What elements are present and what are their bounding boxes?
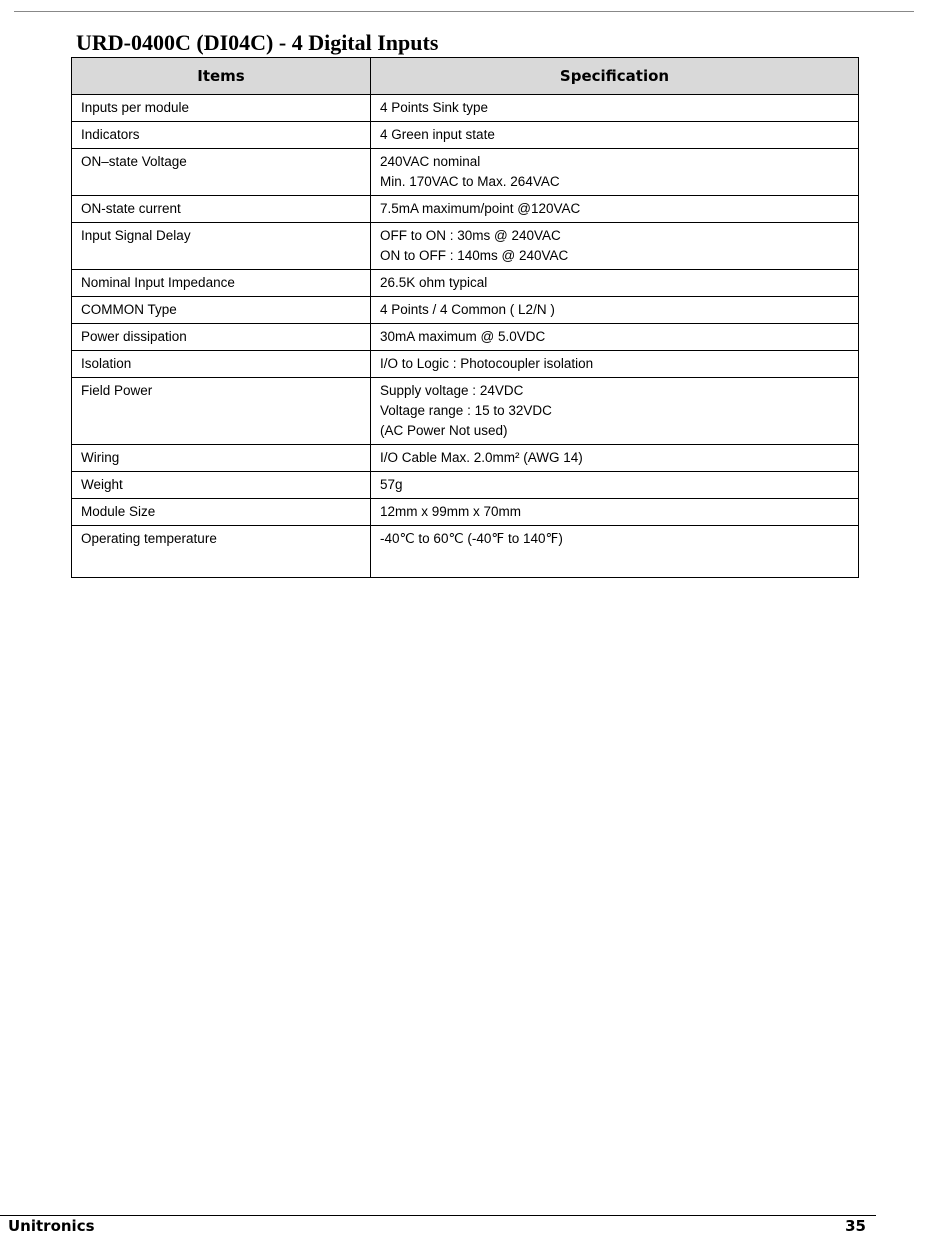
spec-value: Voltage range : 15 to 32VDC xyxy=(380,403,552,418)
spec-cell xyxy=(371,445,859,472)
footer-company: Unitronics xyxy=(8,1217,95,1235)
spec-cell xyxy=(371,378,859,445)
spec-cell xyxy=(371,122,859,149)
item-cell: Wiring xyxy=(72,445,371,472)
item-cell: Indicators xyxy=(72,122,371,149)
item-cell: ON-state current xyxy=(72,196,371,223)
spec-value: 4 Points Sink type xyxy=(380,100,489,115)
spec-cell xyxy=(371,526,859,578)
item-cell: Weight xyxy=(72,472,371,499)
spec-cell xyxy=(371,499,859,526)
table-row xyxy=(72,297,859,324)
spec-value: Min. 170VAC to Max. 264VAC xyxy=(380,174,560,189)
table-row xyxy=(72,472,859,499)
spec-value: 7.5mA maximum/point @120VAC xyxy=(380,201,581,216)
table-row xyxy=(72,223,859,270)
item-cell: Nominal Input Impedance xyxy=(72,270,371,297)
spec-cell xyxy=(371,95,859,122)
item-cell: Operating temperature xyxy=(72,526,371,578)
table-row xyxy=(72,526,859,578)
spec-value: Supply voltage : 24VDC xyxy=(380,383,524,398)
spec-cell xyxy=(371,223,859,270)
table-row xyxy=(72,196,859,223)
item-cell: Inputs per module xyxy=(72,95,371,122)
table-row xyxy=(72,149,859,196)
header-rule xyxy=(14,11,914,12)
item-cell: ON–state Voltage xyxy=(72,149,371,196)
spec-value: -40℃ to 60℃ (-40℉ to 140℉) xyxy=(380,531,563,546)
table-row xyxy=(72,122,859,149)
item-cell: Isolation xyxy=(72,351,371,378)
spec-value: 4 Green input state xyxy=(380,127,495,142)
item-cell: COMMON Type xyxy=(72,297,371,324)
spec-table xyxy=(71,57,859,578)
spec-value: 57g xyxy=(380,477,403,492)
spec-cell xyxy=(371,196,859,223)
item-cell: Input Signal Delay xyxy=(72,223,371,270)
spec-value: 30mA maximum @ 5.0VDC xyxy=(380,329,546,344)
spec-value: I/O Cable Max. 2.0mm² (AWG 14) xyxy=(380,450,583,465)
table-row xyxy=(72,499,859,526)
page-number: 35 xyxy=(845,1217,866,1235)
table-row xyxy=(72,351,859,378)
spec-value: ON to OFF : 140ms @ 240VAC xyxy=(380,248,569,263)
table-row xyxy=(72,270,859,297)
spec-value: 12mm x 99mm x 70mm xyxy=(380,504,522,519)
spec-value: OFF to ON : 30ms @ 240VAC xyxy=(380,228,561,243)
item-cell: Field Power xyxy=(72,378,371,445)
spec-cell xyxy=(371,270,859,297)
spec-value: (AC Power Not used) xyxy=(380,423,508,438)
table-row xyxy=(72,378,859,445)
page-title: URD-0400C (DI04C) - 4 Digital Inputs xyxy=(76,30,439,55)
column-header-items: Items xyxy=(72,58,371,95)
table-row xyxy=(72,95,859,122)
spec-value: 4 Points / 4 Common ( L2/N ) xyxy=(380,302,555,317)
spec-cell xyxy=(371,472,859,499)
table-row xyxy=(72,445,859,472)
column-header-specification: Specification xyxy=(371,58,859,95)
spec-table-body xyxy=(72,95,859,578)
spec-cell xyxy=(371,324,859,351)
spec-value: 26.5K ohm typical xyxy=(380,275,488,290)
spec-value: I/O to Logic : Photocoupler isolation xyxy=(380,356,594,371)
item-cell: Power dissipation xyxy=(72,324,371,351)
spec-value: 240VAC nominal xyxy=(380,154,481,169)
spec-cell xyxy=(371,149,859,196)
spec-cell xyxy=(371,351,859,378)
spec-cell xyxy=(371,297,859,324)
item-cell: Module Size xyxy=(72,499,371,526)
table-header-row xyxy=(72,58,859,95)
footer-rule xyxy=(0,1215,876,1216)
table-row xyxy=(72,324,859,351)
